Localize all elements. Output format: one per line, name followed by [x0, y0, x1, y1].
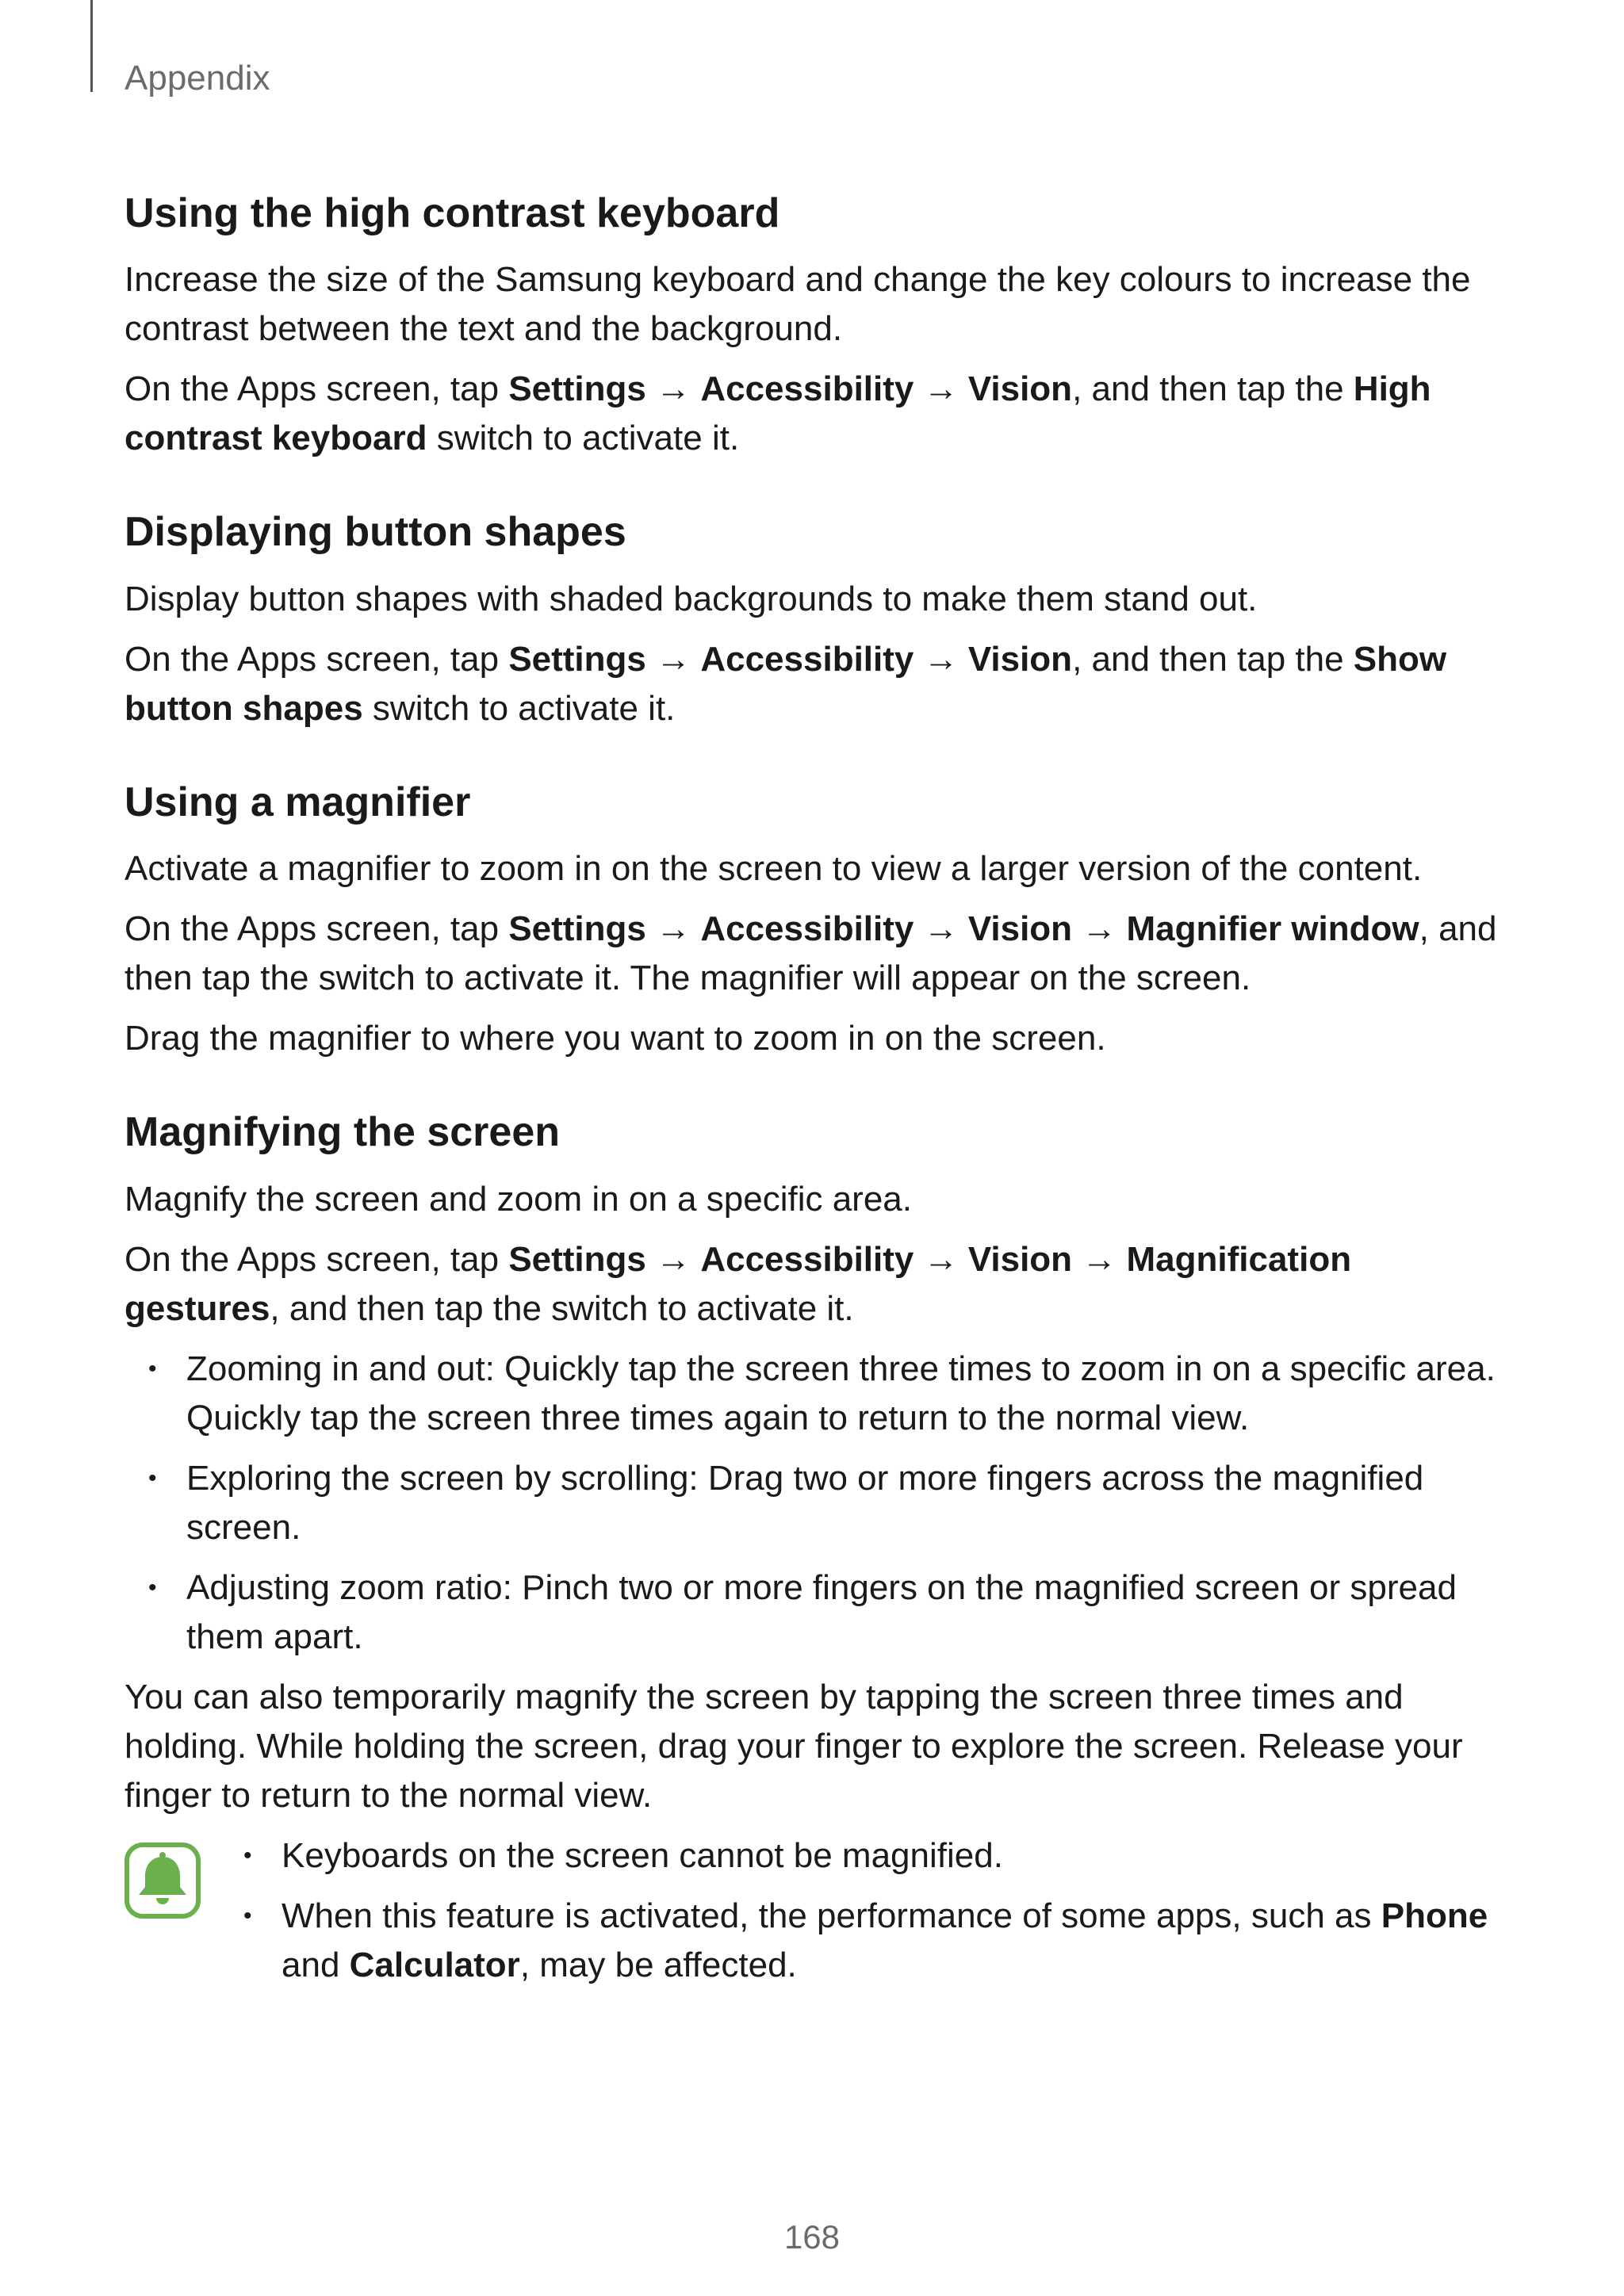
text-run: → — [1072, 1239, 1127, 1279]
bold-term: Vision — [967, 909, 1073, 949]
text-run: Keyboards on the screen cannot be magnified. — [282, 1835, 1003, 1875]
bold-term: Accessibility — [700, 369, 914, 409]
section — [124, 778, 1504, 1063]
text-run: , and then tap the switch to activate it. The magnifier will appear on the screen. — [124, 909, 1497, 998]
text-run: switch to activate it. — [362, 688, 676, 728]
text-run: → — [645, 1239, 701, 1279]
bullet-dot: • — [148, 1464, 157, 1491]
paragraph — [124, 1235, 1504, 1334]
text-run: On the Apps screen, tap — [124, 1239, 509, 1279]
text-run: On the Apps screen, tap — [124, 369, 509, 409]
bullet-item — [220, 1892, 1504, 1990]
text-run: , and then tap the — [1072, 639, 1354, 679]
text-run: You can also temporarily magnify the screen by tapping the screen three times and holding. While holding the screen, drag your finger to explore the screen. Release your finger to return to the normal view. — [124, 1677, 1463, 1815]
text-run: Activate a magnifier to zoom in on the screen to view a larger version of the content. — [124, 849, 1423, 889]
section — [124, 507, 1504, 733]
text-run: , and then tap the switch to activate it. — [270, 1288, 854, 1328]
bold-term: Magnification gestures — [124, 1239, 1352, 1328]
bold-term: High contrast keyboard — [124, 369, 1431, 458]
text-run: , may be affected. — [519, 1945, 797, 1984]
note-box — [124, 1831, 1504, 1990]
paragraph — [124, 365, 1504, 463]
bold-term: Calculator — [349, 1945, 520, 1984]
page-header: Appendix — [124, 59, 270, 98]
text-run: → — [914, 369, 968, 409]
bold-term: Settings — [508, 369, 646, 409]
corner-rule — [90, 0, 93, 92]
bold-term: Settings — [508, 909, 646, 949]
paragraph — [124, 255, 1504, 354]
bold-term: Show button shapes — [124, 639, 1447, 728]
bold-term: Phone — [1381, 1896, 1488, 1935]
bold-term: Settings — [508, 639, 646, 679]
text-run: Exploring the screen by scrolling: Drag two or more fingers across the magnified screen. — [186, 1458, 1424, 1547]
page-number: 168 — [783, 2218, 841, 2256]
section-title: Using the high contrast keyboard — [124, 190, 780, 236]
bold-term: Accessibility — [700, 1239, 914, 1279]
paragraph — [124, 635, 1504, 733]
paragraph — [124, 1014, 1504, 1063]
main-content — [124, 189, 1504, 2034]
section-title: Displaying button shapes — [124, 509, 626, 556]
text-run: Zooming in and out: Quickly tap the screen three times to zoom in on a specific area. Quickly tap the screen three times again to return to the normal view. — [186, 1349, 1496, 1437]
bullet-dot: • — [243, 1842, 252, 1869]
paragraph — [124, 844, 1504, 894]
text-run: → — [645, 639, 701, 679]
bell-icon — [124, 1843, 201, 1919]
text-run: Magnify the screen and zoom in on a specific area. — [124, 1179, 912, 1219]
paragraph — [124, 1175, 1504, 1224]
bullet-dot: • — [148, 1355, 157, 1382]
text-run: Increase the size of the Samsung keyboard and change the key colours to increase the contrast between the text and the background. — [124, 260, 1471, 349]
bold-term: Vision — [967, 369, 1073, 409]
text-run: On the Apps screen, tap — [124, 639, 509, 679]
bullet-item — [124, 1345, 1504, 1443]
section-title: Magnifying the screen — [124, 1109, 560, 1156]
text-run: → — [1072, 909, 1127, 949]
section — [124, 1108, 1504, 1989]
bullet-item — [124, 1563, 1504, 1662]
text-run: → — [914, 909, 968, 949]
bullet-item — [220, 1831, 1504, 1881]
note-list — [220, 1831, 1504, 1990]
text-run: When this feature is activated, the performance of some apps, such as — [282, 1896, 1381, 1935]
bold-term: Vision — [967, 639, 1073, 679]
text-run: Adjusting zoom ratio: Pinch two or more fingers on the magnified screen or spread them apart. — [186, 1567, 1457, 1656]
paragraph — [124, 905, 1504, 1003]
paragraph — [124, 575, 1504, 624]
bold-term: Accessibility — [700, 639, 914, 679]
text-run: On the Apps screen, tap — [124, 909, 509, 949]
text-run: Display button shapes with shaded backgrounds to make them stand out. — [124, 579, 1258, 618]
text-run: and — [282, 1945, 350, 1984]
text-run: → — [645, 369, 701, 409]
text-run: switch to activate it. — [427, 419, 740, 458]
paragraph — [124, 1673, 1504, 1820]
text-run: → — [645, 909, 701, 949]
bullet-item — [124, 1454, 1504, 1552]
bullet-dot: • — [243, 1902, 252, 1929]
bold-term: Magnifier window — [1126, 909, 1419, 949]
bold-term: Accessibility — [700, 909, 914, 949]
bullet-list — [124, 1345, 1504, 1662]
section — [124, 189, 1504, 463]
bold-term: Vision — [967, 1239, 1073, 1279]
bullet-dot: • — [148, 1574, 157, 1601]
section-title: Using a magnifier — [124, 779, 471, 825]
text-run: → — [914, 1239, 968, 1279]
text-run: Drag the magnifier to where you want to zoom in on the screen. — [124, 1019, 1106, 1058]
text-run: → — [914, 639, 968, 679]
bold-term: Settings — [508, 1239, 646, 1279]
text-run: , and then tap the — [1072, 369, 1354, 409]
